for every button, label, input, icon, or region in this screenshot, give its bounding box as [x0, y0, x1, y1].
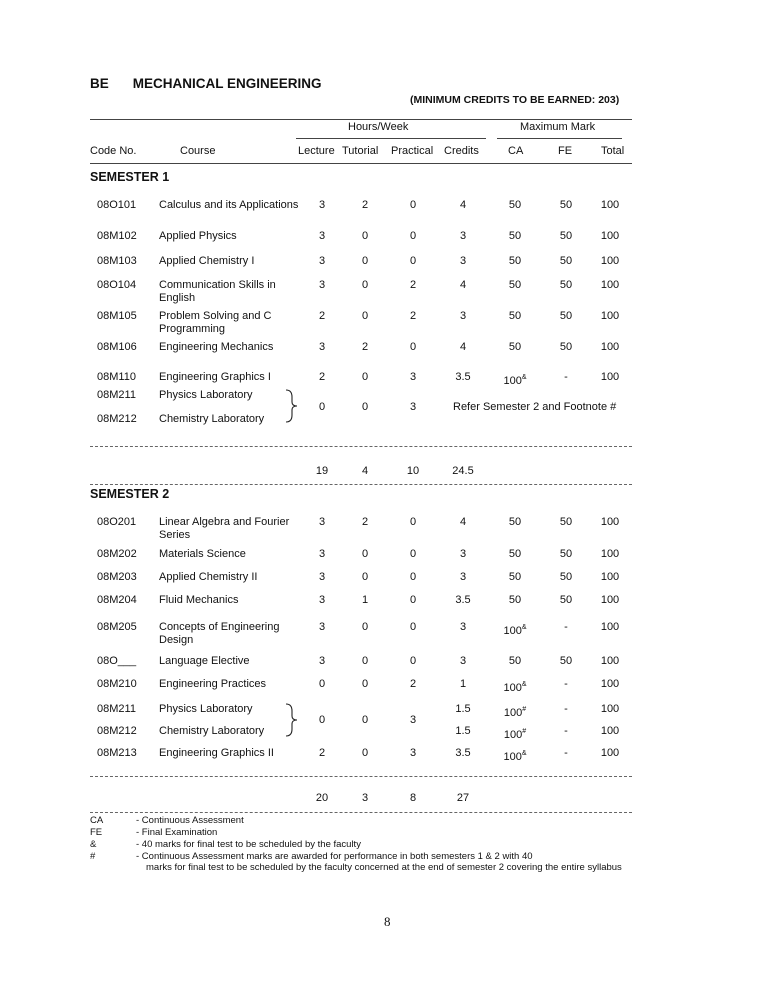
sem2-row-t: 0: [361, 678, 369, 690]
sem2-row-course: Linear Algebra and Fourier Series: [159, 516, 290, 541]
sem2-row-course: Materials Science: [159, 548, 246, 560]
mark-footnote-symbol: &: [521, 681, 527, 688]
semester-1-divider: [90, 446, 632, 447]
sem2-row-code: 08M213: [97, 747, 137, 759]
semester-2-divider: [90, 776, 632, 777]
footnote-text: - Final Examination: [136, 827, 218, 838]
sem1-row-ca: 100&: [503, 374, 527, 387]
sem1-row-l: 3: [318, 279, 326, 291]
sem2-row-total: 100: [600, 655, 620, 667]
sem1-row-code: 08M103: [97, 255, 137, 267]
sem1-row-ca: 50: [508, 310, 522, 322]
sem1-row-l: 2: [318, 310, 326, 322]
sem1-total-tutorial: 4: [361, 465, 369, 477]
hours-week-underline: [296, 138, 486, 139]
sem1-row-code: 08M106: [97, 341, 137, 353]
sem1-row-t: 0: [361, 371, 369, 383]
sem2-row-fe: 50: [559, 594, 573, 606]
mark-footnote-symbol: &: [521, 374, 527, 381]
sem2-lab-row-fe: -: [564, 703, 568, 715]
sem1-row-total: 100: [600, 279, 620, 291]
sem2-row-l: 3: [318, 594, 326, 606]
footnote-text: - 40 marks for final test to be scheduled by the faculty: [136, 839, 361, 850]
sem2-row-fe: -: [564, 747, 568, 759]
minimum-credits-note: (MINIMUM CREDITS TO BE EARNED: 203): [410, 94, 620, 106]
header-course: Course: [180, 145, 216, 157]
mark-footnote-symbol: &: [521, 624, 527, 631]
sem2-row-code: 08M202: [97, 548, 137, 560]
sem2-row-code: 08M210: [97, 678, 137, 690]
sem2-row-fe: 50: [559, 516, 573, 528]
sem2-row-t: 0: [361, 655, 369, 667]
sem2-row-total: 100: [600, 548, 620, 560]
sem1-row-fe: 50: [559, 230, 573, 242]
sem1-row-total: 100: [600, 230, 620, 242]
sem2-row-code: 08O201: [97, 516, 137, 528]
sem1-row-l: 2: [318, 371, 326, 383]
sem2-row-fe: -: [564, 621, 568, 633]
sem1-row-p: 0: [409, 255, 417, 267]
sem2-row-cr: 3.5: [455, 747, 471, 759]
sem1-row-t: 0: [361, 230, 369, 242]
sem2-row-cr: 4: [459, 516, 467, 528]
header-ca: CA: [508, 145, 524, 157]
sem1-row-fe: 50: [559, 279, 573, 291]
sem1-row-fe: 50: [559, 341, 573, 353]
sem2-lab-row-code: 08M212: [97, 725, 137, 737]
header-practical: Practical: [391, 145, 434, 157]
sem2-total-tutorial: 3: [361, 792, 369, 804]
sem2-row-cr: 3.5: [455, 594, 471, 606]
sem2-row-fe: 50: [559, 571, 573, 583]
max-mark-underline: [497, 138, 622, 139]
footnote-symbol: #: [90, 851, 96, 862]
sem2-row-l: 0: [318, 678, 326, 690]
sem2-total-practical: 8: [409, 792, 417, 804]
footnote-continuation: marks for final test to be scheduled by the faculty concerned at the end of semester 2 covering the entire syllabus: [146, 862, 622, 873]
sem2-lab-tutorial: 0: [361, 714, 369, 726]
sem1-row-t: 0: [361, 310, 369, 322]
sem2-row-cr: 3: [459, 655, 467, 667]
semester-2-heading: SEMESTER 2: [90, 487, 170, 501]
sem2-row-t: 2: [361, 516, 369, 528]
page-number: 8: [384, 914, 391, 929]
sem2-row-cr: 3: [459, 548, 467, 560]
lab-group-brace-2: [284, 703, 298, 737]
sem1-row-code: 08O101: [97, 199, 137, 211]
sem1-row-fe: 50: [559, 310, 573, 322]
sem1-row-course: Engineering Mechanics: [159, 341, 274, 353]
sem1-row-course: Calculus and its Applications: [159, 199, 299, 211]
sem1-row-code: 08M110: [97, 371, 136, 383]
sem1-row-cr: 4: [459, 279, 467, 291]
sem2-row-ca: 100&: [503, 750, 527, 763]
sem1-row-code: 08O104: [97, 279, 137, 291]
sem1-row-course: Engineering Graphics I: [159, 371, 271, 383]
sem1-lab-tutorial: 0: [361, 401, 369, 413]
sem2-row-fe: 50: [559, 548, 573, 560]
page-title: [90, 76, 322, 91]
sem2-lab-row-total: 100: [600, 725, 620, 737]
sem1-row-p: 0: [409, 230, 417, 242]
sem2-row-p: 3: [409, 747, 417, 759]
sem2-row-ca: 50: [508, 571, 522, 583]
top-rule: [90, 119, 632, 120]
sem1-row-course: Applied Chemistry I: [159, 255, 255, 267]
semester-2-total-rule: [90, 812, 632, 813]
header-tutorial: Tutorial: [342, 145, 379, 157]
sem1-row-ca: 50: [508, 279, 522, 291]
sem2-row-l: 3: [318, 621, 326, 633]
footnote-text: - Continuous Assessment: [136, 815, 244, 826]
sem1-row-code: 08M102: [97, 230, 137, 242]
sem2-row-l: 3: [318, 548, 326, 560]
sem2-lab-row-cr: 1.5: [455, 725, 471, 737]
sem1-row-fe: 50: [559, 199, 573, 211]
sem1-lab-lecture: 0: [318, 401, 326, 413]
header-rule: [90, 163, 632, 164]
sem2-row-course: Language Elective: [159, 655, 250, 667]
sem1-row-p: 2: [409, 279, 417, 291]
sem1-row-course: Communication Skills in English: [159, 279, 276, 304]
sem2-row-course: Engineering Practices: [159, 678, 267, 690]
sem1-row-l: 3: [318, 199, 326, 211]
sem1-row-l: 3: [318, 230, 326, 242]
sem2-row-l: 2: [318, 747, 326, 759]
semester-1-total-rule: [90, 484, 632, 485]
sem1-lab-course: Chemistry Laboratory: [159, 413, 265, 425]
sem1-total-lecture: 19: [315, 465, 329, 477]
sem2-row-total: 100: [600, 594, 620, 606]
header-total: Total: [601, 145, 625, 157]
sem1-row-total: 100: [600, 341, 620, 353]
sem1-row-code: 08M105: [97, 310, 137, 322]
sem1-row-cr: 3: [459, 255, 467, 267]
sem2-row-ca: 50: [508, 594, 522, 606]
sem2-row-total: 100: [600, 621, 620, 633]
sem1-row-ca: 50: [508, 255, 522, 267]
sem1-row-total: 100: [600, 310, 620, 322]
sem1-row-fe: -: [564, 371, 568, 383]
semester-1-heading: SEMESTER 1: [90, 170, 170, 184]
sem2-row-p: 0: [409, 571, 417, 583]
sem2-row-l: 3: [318, 516, 326, 528]
footnote-symbol: &: [90, 839, 97, 850]
sem2-row-course: Concepts of Engineering Design: [159, 621, 280, 646]
sem2-row-p: 2: [409, 678, 417, 690]
header-hours-week: Hours/Week: [348, 121, 409, 133]
sem2-lab-row-cr: 1.5: [455, 703, 471, 715]
header-lecture: Lecture: [298, 145, 335, 157]
sem2-row-t: 0: [361, 571, 369, 583]
sem1-row-ca: 50: [508, 341, 522, 353]
sem2-lab-practical: 3: [409, 714, 417, 726]
sem2-row-p: 0: [409, 594, 417, 606]
sem1-lab-note: Refer Semester 2 and Footnote #: [453, 401, 617, 413]
sem1-row-course: Applied Physics: [159, 230, 237, 242]
sem2-row-code: 08M204: [97, 594, 137, 606]
footnote-text: - Continuous Assessment marks are awarded for performance in both semesters 1 & 2 with 40: [136, 851, 533, 862]
sem2-row-p: 0: [409, 548, 417, 560]
mark-footnote-symbol: &: [521, 750, 527, 757]
sem1-row-total: 100: [600, 371, 620, 383]
footnote-symbol: FE: [90, 827, 103, 838]
sem2-row-code: 08O___: [97, 655, 137, 667]
sem1-row-fe: 50: [559, 255, 573, 267]
sem2-lab-row-ca: 100#: [503, 728, 527, 741]
sem1-row-t: 0: [361, 255, 369, 267]
sem2-row-cr: 3: [459, 571, 467, 583]
header-fe: FE: [558, 145, 573, 157]
sem2-row-p: 0: [409, 516, 417, 528]
sem2-lab-row-fe: -: [564, 725, 568, 737]
sem2-row-code: 08M205: [97, 621, 137, 633]
sem2-row-cr: 1: [459, 678, 467, 690]
sem2-lab-row-ca: 100#: [503, 706, 527, 719]
header-maximum-mark: Maximum Mark: [520, 121, 596, 133]
sem1-row-cr: 3: [459, 310, 467, 322]
sem2-row-t: 1: [361, 594, 369, 606]
sem2-row-t: 0: [361, 621, 369, 633]
sem2-row-fe: -: [564, 678, 568, 690]
sem1-row-cr: 4: [459, 341, 467, 353]
sem2-row-total: 100: [600, 516, 620, 528]
mark-footnote-symbol: #: [522, 706, 527, 713]
header-credits: Credits: [444, 145, 479, 157]
sem2-lab-row-course: Chemistry Laboratory: [159, 725, 265, 737]
sem2-row-l: 3: [318, 571, 326, 583]
degree-prefix: BE: [90, 76, 109, 91]
sem1-total-practical: 10: [406, 465, 420, 477]
sem1-lab-code: 08M212: [97, 413, 137, 425]
sem2-lab-row-total: 100: [600, 703, 620, 715]
sem1-row-p: 0: [409, 199, 417, 211]
sem2-row-cr: 3: [459, 621, 467, 633]
sem2-row-ca: 100&: [503, 624, 527, 637]
sem1-row-cr: 4: [459, 199, 467, 211]
sem2-row-fe: 50: [559, 655, 573, 667]
sem2-row-t: 0: [361, 747, 369, 759]
sem2-row-code: 08M203: [97, 571, 137, 583]
sem2-row-ca: 50: [508, 548, 522, 560]
sem1-row-p: 2: [409, 310, 417, 322]
sem2-total-lecture: 20: [315, 792, 329, 804]
sem2-lab-row-code: 08M211: [97, 703, 136, 715]
footnote-symbol: CA: [90, 815, 104, 826]
sem1-row-cr: 3.5: [455, 371, 471, 383]
sem1-row-course: Problem Solving and C Programming: [159, 310, 272, 335]
sem1-row-total: 100: [600, 199, 620, 211]
sem1-row-t: 0: [361, 279, 369, 291]
sem2-row-total: 100: [600, 571, 620, 583]
sem1-row-ca: 50: [508, 230, 522, 242]
sem2-row-p: 0: [409, 621, 417, 633]
sem2-row-course: Applied Chemistry II: [159, 571, 258, 583]
sem1-row-t: 2: [361, 341, 369, 353]
sem2-row-t: 0: [361, 548, 369, 560]
sem1-lab-practical: 3: [409, 401, 417, 413]
header-code: Code No.: [90, 145, 137, 157]
sem2-row-l: 3: [318, 655, 326, 667]
sem2-row-course: Engineering Graphics II: [159, 747, 274, 759]
sem1-lab-code: 08M211: [97, 389, 136, 401]
program-name: MECHANICAL ENGINEERING: [132, 76, 322, 91]
sem1-row-cr: 3: [459, 230, 467, 242]
sem1-row-p: 3: [409, 371, 417, 383]
sem1-row-l: 3: [318, 341, 326, 353]
lab-group-brace: [284, 389, 298, 423]
sem2-row-p: 0: [409, 655, 417, 667]
sem2-lab-lecture: 0: [318, 714, 326, 726]
sem1-row-ca: 50: [508, 199, 522, 211]
sem2-row-course: Fluid Mechanics: [159, 594, 239, 606]
sem1-row-t: 2: [361, 199, 369, 211]
sem2-row-ca: 50: [508, 516, 522, 528]
mark-footnote-symbol: #: [522, 728, 527, 735]
sem2-total-credits: 27: [456, 792, 470, 804]
sem2-row-ca: 50: [508, 655, 522, 667]
sem2-row-total: 100: [600, 747, 620, 759]
sem2-lab-row-course: Physics Laboratory: [159, 703, 253, 715]
sem1-lab-course: Physics Laboratory: [159, 389, 253, 401]
sem1-total-credits: 24.5: [452, 465, 474, 477]
sem2-row-ca: 100&: [503, 681, 527, 694]
sem1-row-p: 0: [409, 341, 417, 353]
sem1-row-total: 100: [600, 255, 620, 267]
sem1-row-l: 3: [318, 255, 326, 267]
sem2-row-total: 100: [600, 678, 620, 690]
